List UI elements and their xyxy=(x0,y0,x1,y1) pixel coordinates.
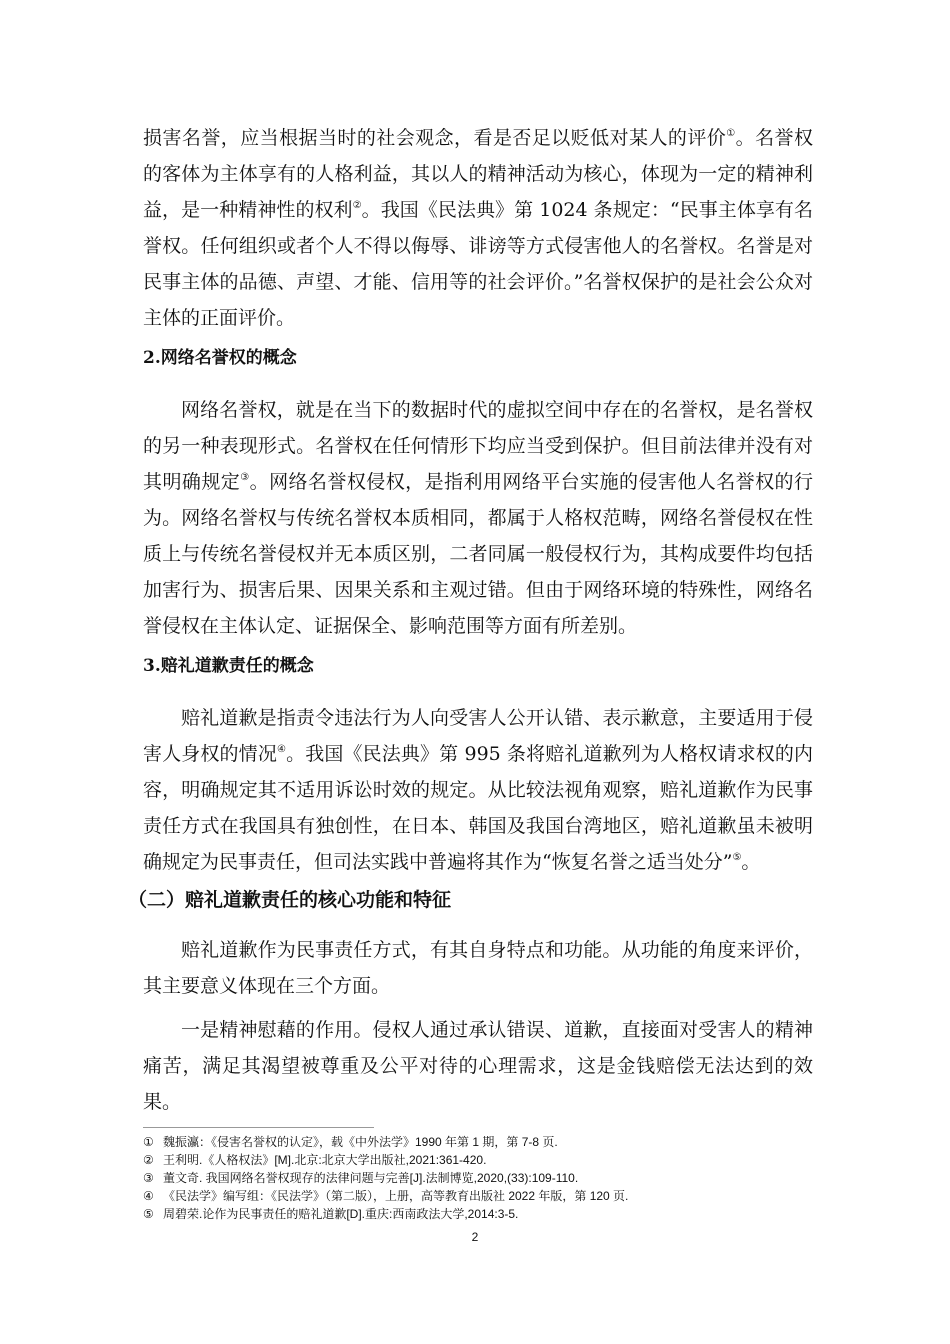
footnote-text: 王利明.《人格权法》[M].北京:北京大学出版社,2021:361-420. xyxy=(163,1153,487,1167)
paragraph-text: 网络名誉权，就是在当下的数据时代的虚拟空间中存在的名誉权，是名誉权的另一种表现形式。名誉权在任何情形下均应当受到保护。但目前法律并没有对其明确规定 xyxy=(143,399,813,493)
footnote-item xyxy=(143,1169,823,1187)
footnote-mark: ② xyxy=(143,1153,154,1167)
heading-online-reputation: 2.网络名誉权的概念 xyxy=(143,348,297,368)
paragraph-text: 。 xyxy=(741,851,761,873)
paragraph-apology-concept xyxy=(143,700,813,880)
paragraph-text: 。我国《民法典》第 1024 条规定：“民事主体享有名誉权。任何组织或者个人不得以侮辱、诽谤等方式侵害他人的名誉权。名誉是对民事主体的品德、声望、才能、信用等的社会评价。”名誉权保护的是社会公众对主体的正面评价。 xyxy=(143,199,813,329)
footnote-text: 魏振瀛：《侵害名誉权的认定》，载《中外法学》1990 年第 1 期，第 7-8 页. xyxy=(163,1135,558,1149)
footnote-separator xyxy=(143,1127,374,1128)
footnote-mark: ① xyxy=(143,1135,154,1149)
page-number: 2 xyxy=(471,1230,479,1244)
footnote-ref-3[interactable]: ③ xyxy=(240,472,250,483)
footnote-ref-1[interactable]: ① xyxy=(726,128,736,139)
paragraph-text: 赔礼道歉是指责令违法行为人向受害人公开认错、表示歉意，主要适用于侵害人身权的情况 xyxy=(143,707,813,765)
footnote-text: 董文奇. 我国网络名誉权现存的法律问题与完善[J].法制博览,2020,(33):109-110. xyxy=(163,1171,579,1185)
footnote-item xyxy=(143,1133,823,1151)
footnote-item xyxy=(143,1187,823,1205)
paragraph-online-reputation xyxy=(143,392,813,644)
footnote-mark: ⑤ xyxy=(143,1207,154,1221)
footnote-ref-5[interactable]: ⑤ xyxy=(732,852,742,863)
footnote-ref-2[interactable]: ② xyxy=(352,200,362,211)
paragraph-reputation-definition xyxy=(143,120,813,336)
paragraph-text: 损害名誉，应当根据当时的社会观念，看是否足以贬低对某人的评价 xyxy=(143,127,727,149)
paragraph-text: 。名誉权的客体为主体享有的人格利益，其以人的精神活动为核心，体现为一定的精神利益，是一种精神性的权利 xyxy=(143,127,813,221)
footnotes-list xyxy=(143,1133,823,1223)
footnote-text: 周碧荣.论作为民事责任的赔礼道歉[D].重庆:西南政法大学,2014:3-5. xyxy=(163,1207,519,1221)
heading-apology-concept: 3.赔礼道歉责任的概念 xyxy=(143,656,314,676)
paragraph-functions-intro: 赔礼道歉作为民事责任方式，有其自身特点和功能。从功能的角度来评价，其主要意义体现在三个方面。 xyxy=(143,939,813,997)
footnote-mark: ③ xyxy=(143,1171,154,1185)
section-heading-core-functions: （二）赔礼道歉责任的核心功能和特征 xyxy=(128,889,452,911)
footnote-text: 《民法学》编写组：《民法学》（第二版），上册，高等教育出版社 2022 年版，第 120 页. xyxy=(163,1189,629,1203)
paragraph-text: 。我国《民法典》第 995 条将赔礼道歉列为人格权请求权的内容，明确规定其不适用诉讼时效的规定。从比较法视角观察，赔礼道歉作为民事责任方式在我国具有独创性，在日本、韩国及我国台湾地区，赔礼道歉虽未被明确规定为民事责任，但司法实践中普遍将其作为“恢复名誉之适当处分” xyxy=(143,743,813,873)
footnote-item xyxy=(143,1151,823,1169)
paragraph-text: 。网络名誉权侵权，是指利用网络平台实施的侵害他人名誉权的行为。网络名誉权与传统名誉权本质相同，都属于人格权范畴，网络名誉侵权在性质上与传统名誉侵权并无本质区别，二者同属一般侵权行为，其构成要件均包括加害行为、损害后果、因果关系和主观过错。但由于网络环境的特殊性，网络名誉侵权在主体认定、证据保全、影响范围等方面有所差别。 xyxy=(143,471,813,637)
footnote-item xyxy=(143,1205,823,1223)
footnote-ref-4[interactable]: ④ xyxy=(276,744,287,755)
footnote-mark: ④ xyxy=(143,1189,154,1203)
paragraph-spiritual-comfort: 一是精神慰藉的作用。侵权人通过承认错误、道歉，直接面对受害人的精神痛苦，满足其渴望被尊重及公平对待的心理需求，这是金钱赔偿无法达到的效果。 xyxy=(143,1019,813,1113)
